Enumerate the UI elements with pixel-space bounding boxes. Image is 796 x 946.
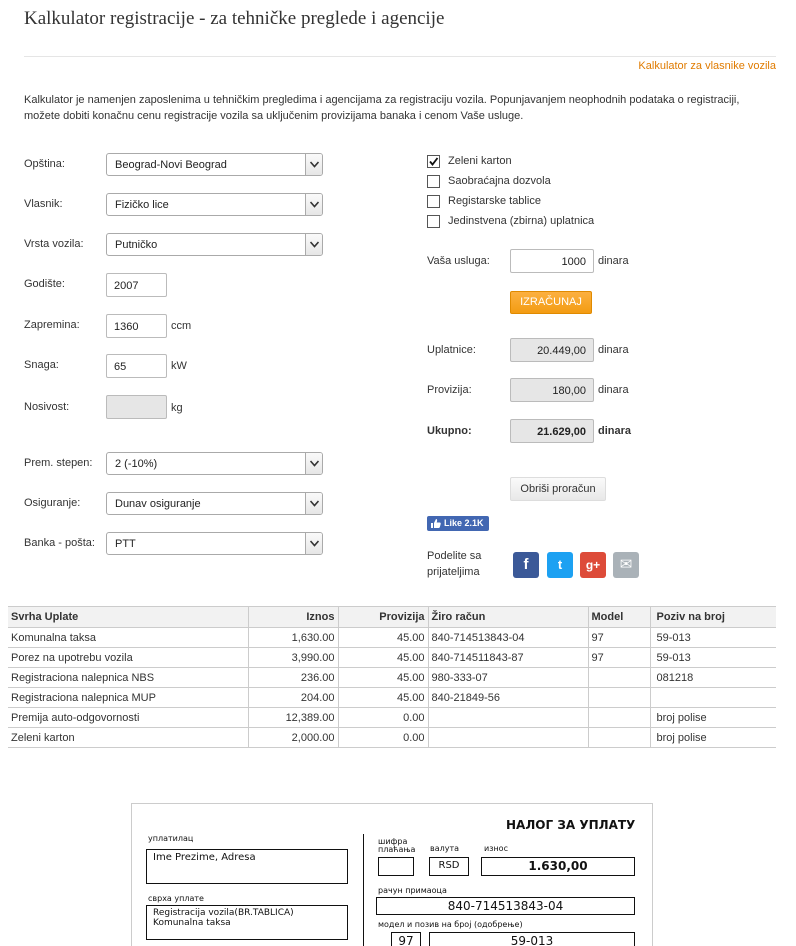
godiste-label: Godište:	[24, 278, 65, 290]
zapremina-unit: ccm	[171, 320, 192, 332]
osiguranje-label: Osiguranje:	[24, 497, 81, 509]
table-cell: 0.00	[338, 708, 428, 728]
table-cell: 45.00	[338, 688, 428, 708]
account-field: 840-714513843-04	[376, 897, 635, 915]
checkbox[interactable]	[427, 195, 440, 208]
provizija-label: Provizija:	[427, 384, 472, 396]
purpose-field	[146, 905, 348, 940]
column-header: Iznos	[248, 607, 338, 628]
chevron-down-icon	[305, 493, 322, 514]
column-header: Žiro račun	[428, 607, 588, 628]
table-cell	[588, 668, 650, 688]
account-label: рачун примаоца	[378, 886, 447, 895]
table-cell: 97	[588, 628, 650, 648]
table-row	[8, 688, 776, 708]
table-cell: 45.00	[338, 648, 428, 668]
amount-field: 1.630,00	[481, 857, 635, 876]
usluga-label: Vaša usluga:	[427, 255, 490, 267]
table-cell: 081218	[650, 668, 776, 688]
slip-divider	[363, 834, 364, 946]
checkbox-checked[interactable]	[427, 155, 440, 168]
table-cell: Registraciona nalepnica NBS	[8, 668, 248, 688]
banka-select[interactable]	[106, 532, 323, 555]
column-header: Provizija	[338, 607, 428, 628]
like-count: Like 2.1K	[444, 518, 484, 528]
purpose-line: Registracija vozila(BR.TABLICA)	[153, 908, 294, 918]
ukupno-label: Ukupno:	[427, 425, 472, 437]
facebook-share-icon[interactable]: f	[513, 552, 539, 578]
owner-calculator-link[interactable]: Kalkulator za vlasnike vozila	[638, 60, 776, 72]
vlasnik-label: Vlasnik:	[24, 198, 63, 210]
uplatnice-unit: dinara	[598, 344, 629, 356]
table-row	[8, 708, 776, 728]
payment-code-label: шифра плаћања	[378, 837, 416, 854]
table-cell	[588, 688, 650, 708]
table-cell: 840-21849-56	[428, 688, 588, 708]
table-cell: Porez na upotrebu vozila	[8, 648, 248, 668]
purpose-line: Komunalna taksa	[153, 918, 231, 928]
zapremina-input[interactable]: 1360	[106, 314, 167, 338]
reference-field: 59-013	[429, 932, 635, 946]
calculate-button[interactable]: IZRAČUNAJ	[510, 291, 592, 314]
table-cell: 0.00	[338, 728, 428, 748]
table-cell: Premija auto-odgovornosti	[8, 708, 248, 728]
payer-value: Ime Prezime, Adresa	[153, 852, 256, 863]
prem-value: 2 (-10%)	[115, 458, 158, 470]
chevron-down-icon	[305, 154, 322, 175]
table-cell: 45.00	[338, 628, 428, 648]
table-cell: 840-714513843-04	[428, 628, 588, 648]
vrsta-label: Vrsta vozila:	[24, 238, 84, 250]
banka-label: Banka - pošta:	[24, 537, 95, 549]
provizija-output: 180,00	[510, 378, 594, 402]
table-cell: 45.00	[338, 668, 428, 688]
model-field: 97	[391, 932, 421, 946]
godiste-input[interactable]: 2007	[106, 273, 167, 297]
table-cell: 1,630.00	[248, 628, 338, 648]
usluga-input[interactable]: 1000	[510, 249, 594, 273]
osiguranje-select[interactable]	[106, 492, 323, 515]
vrsta-select[interactable]	[106, 233, 323, 256]
column-header: Model	[588, 607, 650, 628]
chevron-down-icon	[305, 533, 322, 554]
table-cell	[650, 688, 776, 708]
table-cell: 2,000.00	[248, 728, 338, 748]
ukupno-unit: dinara	[598, 425, 632, 437]
table-header-row	[8, 607, 776, 628]
prem-label: Prem. stepen:	[24, 457, 93, 469]
googleplus-share-icon[interactable]: g+	[580, 552, 606, 578]
table-cell: broj polise	[650, 708, 776, 728]
email-share-icon[interactable]: ✉	[613, 552, 639, 578]
table-cell: 12,389.00	[248, 708, 338, 728]
clear-calculation-button[interactable]: Obriši proračun	[510, 477, 606, 501]
purpose-label: сврха уплате	[148, 894, 204, 903]
uplatnice-output: 20.449,00	[510, 338, 594, 362]
page-title: Kalkulator registracije - za tehničke preglede i agencije	[24, 8, 445, 29]
table-cell	[588, 728, 650, 748]
zapremina-label: Zapremina:	[24, 319, 80, 331]
payments-table	[8, 606, 776, 748]
option-label: Saobraćajna dozvola	[448, 175, 551, 187]
chevron-down-icon	[305, 453, 322, 474]
chevron-down-icon	[305, 234, 322, 255]
vlasnik-select[interactable]	[106, 193, 323, 216]
table-cell: Zeleni karton	[8, 728, 248, 748]
nosivost-input	[106, 395, 167, 419]
currency-field: RSD	[429, 857, 469, 876]
currency-label: валута	[430, 844, 460, 853]
thumbs-up-icon	[431, 519, 441, 528]
model-label: модел и позив на број (одобрење)	[378, 920, 523, 929]
table-row	[8, 628, 776, 648]
title-divider	[24, 56, 776, 57]
table-cell	[428, 728, 588, 748]
column-header: Svrha Uplate	[8, 607, 248, 628]
table-cell: 59-013	[650, 648, 776, 668]
nosivost-unit: kg	[171, 402, 183, 414]
osiguranje-value: Dunav osiguranje	[115, 498, 201, 510]
slip-title: НАЛОГ ЗА УПЛАТУ	[506, 818, 636, 832]
chevron-down-icon	[305, 194, 322, 215]
column-header: Poziv na broj	[650, 607, 776, 628]
vlasnik-value: Fizičko lice	[115, 199, 169, 211]
amount-label: износ	[484, 844, 508, 853]
payer-label: уплатилац	[148, 834, 194, 843]
opstina-select[interactable]	[106, 153, 323, 176]
table-cell: Registraciona nalepnica MUP	[8, 688, 248, 708]
table-cell: 204.00	[248, 688, 338, 708]
payment-code-field	[378, 857, 414, 876]
checkbox[interactable]	[427, 175, 440, 188]
table-cell	[428, 708, 588, 728]
option-label: Zeleni karton	[448, 155, 512, 167]
provizija-unit: dinara	[598, 384, 629, 396]
table-cell: broj polise	[650, 728, 776, 748]
prem-select[interactable]	[106, 452, 323, 475]
vrsta-value: Putničko	[115, 239, 158, 251]
snaga-unit: kW	[171, 360, 187, 372]
option-label: Registarske tablice	[448, 195, 541, 207]
twitter-share-icon[interactable]: t	[547, 552, 573, 578]
checkbox[interactable]	[427, 215, 440, 228]
table-cell: 59-013	[650, 628, 776, 648]
table-cell: 236.00	[248, 668, 338, 688]
payer-field	[146, 849, 348, 884]
uplatnice-label: Uplatnice:	[427, 344, 476, 356]
table-cell: 980-333-07	[428, 668, 588, 688]
table-cell: 840-714511843-87	[428, 648, 588, 668]
table-row	[8, 648, 776, 668]
snaga-label: Snaga:	[24, 359, 59, 371]
table-cell: Komunalna taksa	[8, 628, 248, 648]
table-cell	[588, 708, 650, 728]
snaga-input[interactable]: 65	[106, 354, 167, 378]
table-row	[8, 668, 776, 688]
usluga-unit: dinara	[598, 255, 629, 267]
payment-slip	[131, 803, 653, 946]
banka-value: PTT	[115, 538, 136, 550]
facebook-like-button[interactable]	[427, 516, 489, 531]
opstina-label: Opština:	[24, 158, 65, 170]
table-cell: 3,990.00	[248, 648, 338, 668]
opstina-value: Beograd-Novi Beograd	[115, 159, 227, 171]
share-text: Podelite sa prijateljima	[427, 550, 482, 578]
nosivost-label: Nosivost:	[24, 401, 70, 413]
table-row	[8, 728, 776, 748]
option-label: Jedinstvena (zbirna) uplatnica	[448, 215, 595, 227]
ukupno-output: 21.629,00	[510, 419, 594, 443]
intro-text: Kalkulator je namenjen zaposlenima u tehničkim pregledima i agencijama za registraciju vozila. Popunjavanjem neophodnih podataka o registraciji, možete dobiti konačnu cenu registracije vozila sa uključenim provizijama banaka i cenom Vaše usluge.	[24, 94, 740, 122]
table-cell: 97	[588, 648, 650, 668]
